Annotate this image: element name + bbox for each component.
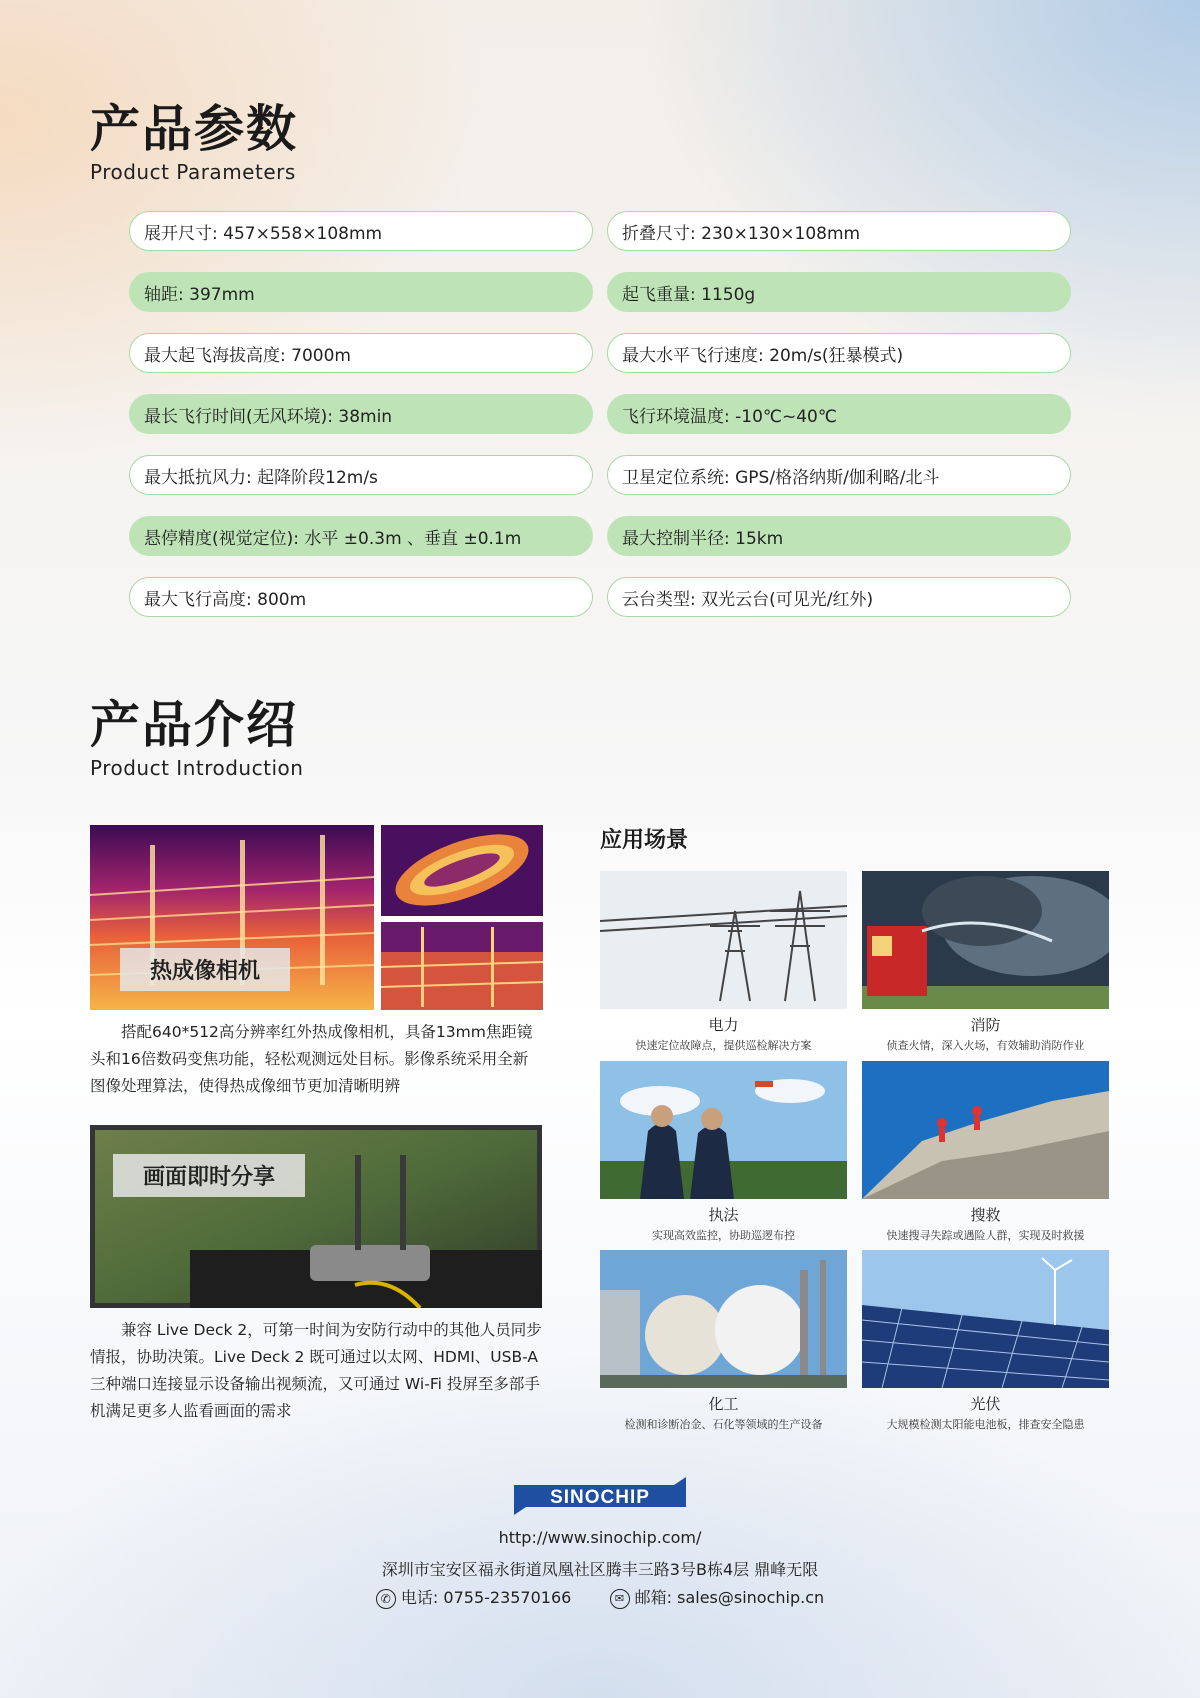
- param-control-radius: 最大控制半径: 15km: [607, 516, 1071, 556]
- scene-police-desc: 实现高效监控，协助巡逻布控: [652, 1229, 795, 1242]
- param-gimbal-type: 云台类型: 双光云台(可见光/红外): [607, 577, 1071, 617]
- scene-chemical: [600, 1250, 847, 1432]
- share-tag: 画面即时分享: [113, 1154, 305, 1197]
- email-icon: ✉: [610, 1589, 630, 1609]
- scene-chemical-name: 化工: [708, 1395, 739, 1413]
- intro-title-cn: 产品介绍: [90, 696, 298, 754]
- intro-heading: [90, 696, 304, 780]
- thermal-description: 搭配640*512高分辨率红外热成像相机，具备13mm焦距镜头和16倍数码变焦功能，轻松观测远处目标。影像系统采用全新图像处理算法，使得热成像细节更加清晰明辨: [90, 1023, 533, 1095]
- scene-power-desc: 快速定位故障点，提供巡检解决方案: [635, 1039, 812, 1052]
- params-title-en: Product Parameters: [90, 160, 296, 184]
- scene-solar: [862, 1250, 1109, 1432]
- phone-icon: ✆: [376, 1589, 396, 1609]
- footer-url[interactable]: http://www.sinochip.com/: [498, 1528, 702, 1547]
- intro-title-en: Product Introduction: [90, 756, 304, 780]
- footer-phone: 电话: 0755-23570166: [400, 1588, 572, 1607]
- scene-police-name: 执法: [708, 1206, 739, 1224]
- sinochip-logo: [514, 1477, 686, 1515]
- param-flight-time: 最长飞行时间(无风环境): 38min: [129, 394, 593, 434]
- param-wind-resistance: 最大抵抗风力: 起降阶段12m/s: [129, 455, 593, 495]
- params-grid: [129, 211, 1071, 617]
- param-temperature: 飞行环境温度: -10℃~40℃: [607, 394, 1071, 434]
- footer-email[interactable]: 邮箱: sales@sinochip.cn: [634, 1588, 825, 1607]
- params-title-cn: 产品参数: [90, 100, 298, 158]
- scene-fire-desc: 侦查火情，深入火场，有效辅助消防作业: [886, 1039, 1085, 1052]
- param-folded-size: 折叠尺寸: 230×130×108mm: [607, 211, 1071, 251]
- scene-solar-name: 光伏: [970, 1395, 1001, 1413]
- scene-police: [600, 1061, 847, 1243]
- params-heading: [90, 100, 298, 184]
- rescue-photo-icon: [862, 1061, 1109, 1199]
- thermal-image-boat: [381, 825, 543, 916]
- param-max-speed: 最大水平飞行速度: 20m/s(狂暴模式): [607, 333, 1071, 373]
- thermal-image-rails: [381, 922, 543, 1010]
- footer-address: 深圳市宝安区福永街道凤凰社区腾丰三路3号B栋4层 鼎峰无限: [381, 1560, 819, 1579]
- live-deck-image: [90, 1125, 542, 1308]
- scene-rescue-name: 搜救: [970, 1206, 1001, 1224]
- scene-fire-name: 消防: [970, 1016, 1001, 1034]
- param-takeoff-weight: 起飞重量: 1150g: [607, 272, 1071, 312]
- param-wheelbase: 轴距: 397mm: [129, 272, 593, 312]
- param-max-altitude: 最大起飞海拔高度: 7000m: [129, 333, 593, 373]
- power-tower-photo-icon: [600, 871, 847, 1009]
- scene-chemical-desc: 检测和诊断冶金、石化等领域的生产设备: [624, 1418, 823, 1431]
- solar-panel-photo-icon: [862, 1250, 1109, 1388]
- param-hover-accuracy: 悬停精度(视觉定位): 水平 ±0.3m 、垂直 ±0.1m: [129, 516, 593, 556]
- police-photo-icon: [600, 1061, 847, 1199]
- scene-solar-desc: 大规模检测太阳能电池板，排查安全隐患: [886, 1418, 1085, 1431]
- scene-rescue-desc: 快速搜寻失踪或遇险人群，实现及时救援: [886, 1229, 1085, 1242]
- param-unfolded-size: 展开尺寸: 457×558×108mm: [129, 211, 593, 251]
- footer-contact: [0, 1585, 1200, 1609]
- brand-name: SINOCHIP: [550, 1487, 650, 1508]
- share-description: 兼容 Live Deck 2，可第一时间为安防行动中的其他人员同步情报，协助决策。Live Deck 2 既可通过以太网、HDMI、USB-A 三种端口连接显示设备输出视频流，又可通过 Wi-Fi 投屏至多部手机满足更多人监看画面的需求: [90, 1321, 542, 1420]
- thermal-tag: 热成像相机: [120, 948, 290, 991]
- scene-power: [600, 871, 847, 1053]
- chemical-plant-photo-icon: [600, 1250, 847, 1388]
- param-max-height: 最大飞行高度: 800m: [129, 577, 593, 617]
- firefighting-photo-icon: [862, 871, 1109, 1009]
- param-gnss: 卫星定位系统: GPS/格洛纳斯/伽利略/北斗: [607, 455, 1071, 495]
- applications-title: 应用场景: [600, 828, 689, 853]
- scene-rescue: [862, 1061, 1109, 1243]
- scene-power-name: 电力: [708, 1016, 739, 1034]
- scene-fire: [862, 871, 1109, 1053]
